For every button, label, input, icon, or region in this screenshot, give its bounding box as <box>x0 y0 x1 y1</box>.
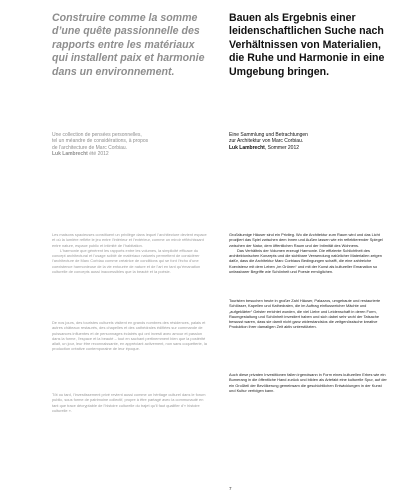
body-paragraph: Das Verhältnis der Volumen erzeugt Harmonie. Die effiziente Schlichtheit des architektonischen Konzepts und die sichtbare Verwendung natürlicher Materialien zeigen dafür, dass die Architektur Marc Corbiaus Bedingungen schafft, die eine zahlreiche Koexistenz mit dem Leben „im Grünen“ und mit der Kunst als kultureller Emanation so unfassbarer Begriffe wie Schönheit und Poesie ermöglichen. <box>229 247 382 275</box>
headline-german: Bauen als Ergebnis einer leidenschaftlichen Suche nach Verhältnissen von Materialien, die Ruhe und Harmonie in eine Umgebung bringen. <box>229 12 385 78</box>
intro-date: été 2012 <box>89 151 109 158</box>
body-paragraph: Auch diese privaten Investitionen fallen irgendwann in Form eines kulturellen Erbes wie ein Bumerang in die öffentliche Hand zurück und bilden als Artefakt eine kulturelle Spur, auf der ein Großteil der Bevölkerung gemeinsam die geschichtlichen Entwicklungen in der Kunst und Kultur verfolgen kann. <box>229 372 387 393</box>
intro-date: Sommer 2012 <box>267 144 300 151</box>
page-number: 7 <box>229 486 232 491</box>
intro-german <box>229 132 389 151</box>
body-paragraph: De nos jours, des touristes culturels visitent en grands nombres des résidences, palais et autres châteaux restaurés, des chapelles et des cathédrales édifiées sur commande de puissances influentes et de personnages éclairés qui ont investi avec amour et passion dans la forme, l’espace et la beauté – tout en sachant pertinemment bien que la postérité allait, un jour, leur être reconnaissante, en appréciant activement, non sans coquetterie, la production créative contemporaine de leur époque. <box>52 320 207 352</box>
intro-line: Eine Sammlung und Betrachtungen <box>229 132 308 138</box>
intro-line: de l’architecture de Marc Corbiau. <box>52 144 128 151</box>
headline-french: Construire comme la somme d’une quête passionnelle des rapports entre les matériaux qui installent paix et harmonie dans un environnement. <box>52 12 205 78</box>
intro-signature <box>52 151 212 157</box>
intro-signature: Luk Lambrecht, Sommer 2012 <box>229 144 300 151</box>
body-paragraph: Großräumige Häuser sind ein Privileg. Wo die Architektur zum Raum wird und das Licht prozijiert das Spiel zwischen dem Innen und Außen lassen wie ein reflektierender Spiegel zwischen der Natur, dem öffentlichen Raum und der Intimität des Wohnens. <box>229 232 383 248</box>
author-name: Luk Lambrecht <box>52 151 88 158</box>
author-name: Luk Lambrecht <box>229 144 265 151</box>
body-paragraph: Les maisons spacieuses constituent un privilège dans lequel l’architecture devient espace et où la lumière reflète le jeu entre l’intérieur et l’extérieur, comme un miroir réfléchissant entre nature, espace public et intimité de l’habitation. <box>52 232 207 248</box>
body-paragraph: Touristen besuchen heute in großer Zahl Häuser, Palazzos, umgebaute und restaurierte Schlösser, Kapellen und Kathedralen, die im Auftrag einflussreicher Mächte und „aufgeklärter“ Geister errichtet wurden, die viel Liebe und Leidenschaft in deren Form, Raumgestaltung und Schönheit investiert haben und sich dabei sehr wohl der Tatsache bewusst waren, dass sie damit nicht ganz widerstandslos die zeitgenössische kreative Produktion ihrer damaligen Zeit aktiv unterstützten. <box>229 298 381 330</box>
intro-line: Une collection de pensées personnelles, <box>52 132 142 138</box>
intro-french <box>52 132 212 158</box>
intro-line: zur Architektur von Marc Corbiau. <box>229 138 304 145</box>
body-paragraph: Tôt ou tard, l’investissement privé revient aussi comme un héritage culturel dans le forum public, sous forme de patrimoine collectif, propre à être partagé avec la communauté en tant que trace décryptable de l’histoire culturelle du trajet qu’il faut qualifier d’« histoire culturelle ». <box>52 392 206 413</box>
body-paragraph: L’harmonie que génèrent les rapports entre les volumes, la simplicité efficace du concept architectural et l’usage sciblé de matériaux naturels permettent de considérer l’architecture de Marc Corbiau comme créatrice de conditions qui se font l’écho d’une coexistence harmonieuse de la vie entourée de nature et de l’art en tant qu’émanation culturelle de concepts aussi inaccessibles que la beauté et la poésie. <box>52 247 201 275</box>
intro-line: tel un méandre de considérations, à propos <box>52 138 149 145</box>
